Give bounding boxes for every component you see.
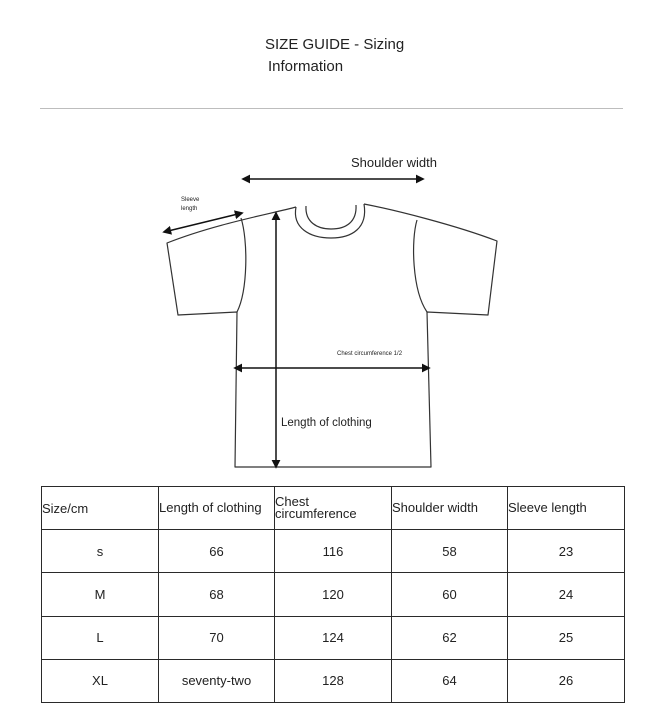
size-table <box>41 486 625 703</box>
column-header: Length of clothing <box>159 487 275 530</box>
table-cell: 58 <box>392 530 508 573</box>
size-cell: M <box>42 573 159 616</box>
table-cell: 120 <box>275 573 392 616</box>
table-row <box>42 530 625 573</box>
shoulder-width-label: Shoulder width <box>351 155 437 170</box>
size-cell: s <box>42 530 159 573</box>
length-of-clothing-label: Length of clothing <box>281 417 372 429</box>
sleeve-length-label: Sleeve length <box>181 197 200 212</box>
table-cell: 23 <box>508 530 625 573</box>
table-cell: 25 <box>508 616 625 659</box>
table-row <box>42 659 625 702</box>
column-header: Chest circumference <box>275 487 392 530</box>
column-header: Shoulder width <box>392 487 508 530</box>
table-cell: 60 <box>392 573 508 616</box>
table-cell: 128 <box>275 659 392 702</box>
table-row <box>42 616 625 659</box>
table-cell: 66 <box>159 530 275 573</box>
table-cell: 62 <box>392 616 508 659</box>
table-cell: seventy-two <box>159 659 275 702</box>
table-row <box>42 573 625 616</box>
table-header-row <box>42 487 625 530</box>
table-cell: 116 <box>275 530 392 573</box>
size-cell: XL <box>42 659 159 702</box>
table-cell: 24 <box>508 573 625 616</box>
size-cell: L <box>42 616 159 659</box>
size-unit-header: Size/cm <box>42 487 159 530</box>
page-title: SIZE GUIDE - Sizing <box>265 36 405 53</box>
table-cell: 68 <box>159 573 275 616</box>
table-cell: 70 <box>159 616 275 659</box>
table-cell: 64 <box>392 659 508 702</box>
table-cell: 26 <box>508 659 625 702</box>
column-header: Sleeve length <box>508 487 625 530</box>
table-cell: 124 <box>275 616 392 659</box>
page-subtitle: Information <box>268 58 344 75</box>
chest-circumference-label: Chest circumference 1/2 <box>337 351 403 357</box>
